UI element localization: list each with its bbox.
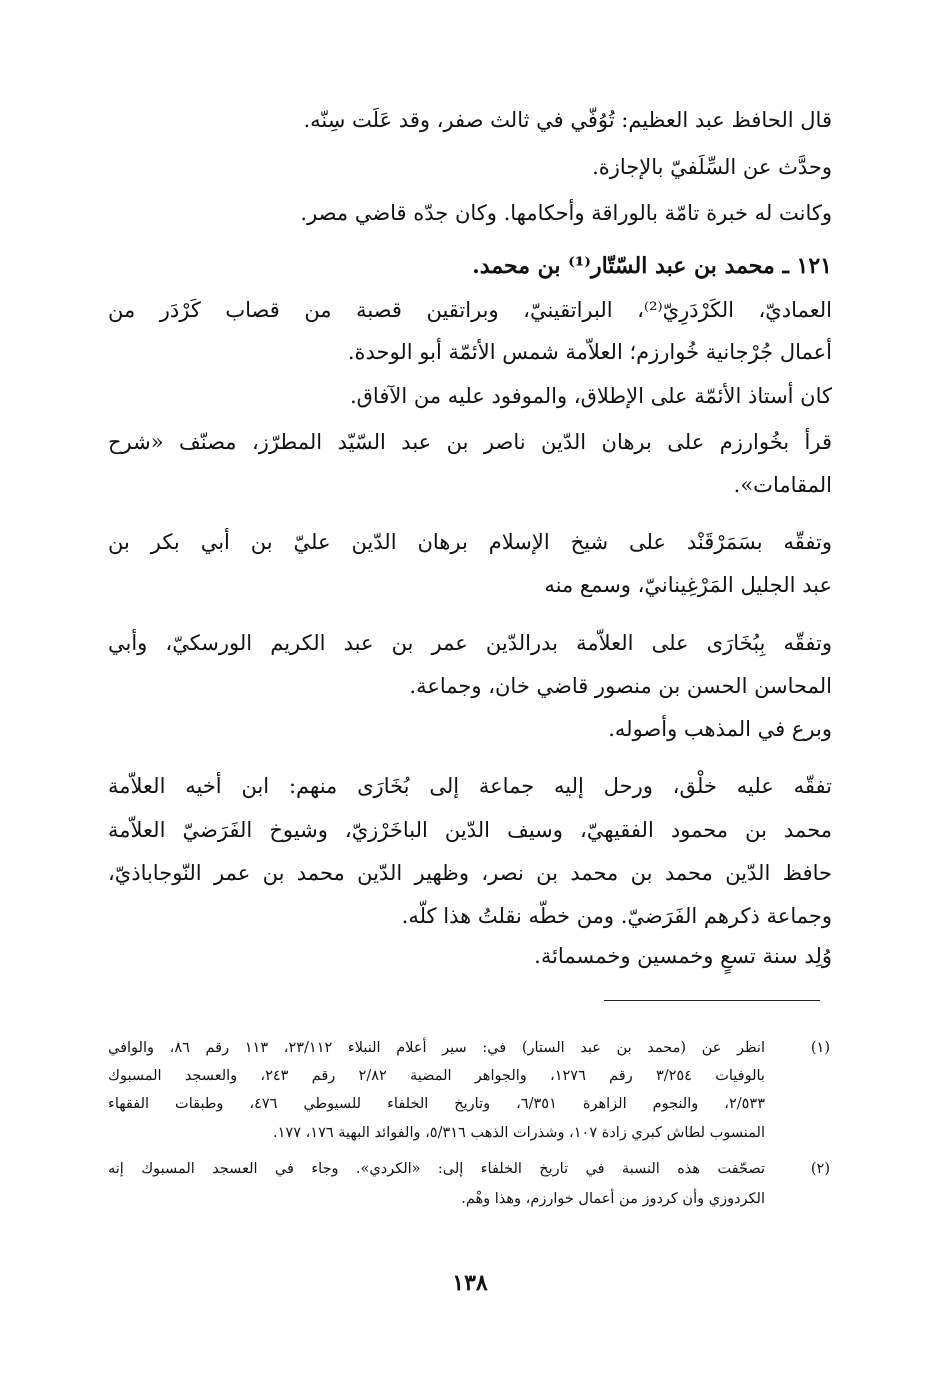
footnote-separator <box>604 1000 820 1001</box>
body-line: عبد الجليل المَرْغِينانيّ، وسمع منه <box>544 573 832 597</box>
body-line: كان أستاذ الأئمّة على الإطلاق، والموفود عليه من الآفاق. <box>349 384 832 408</box>
entry-heading: ١٢١ ـ محمد بن عبد السّتّار⁽¹⁾ بن محمد. <box>472 253 832 279</box>
body-line: تفقّه عليه خلْق، ورحل إليه جماعة إلى بُخَارَى منهم: ابن أخيه العلاّمة <box>108 774 832 798</box>
body-line: محمد بن محمود الفقيهيّ، وسيف الدّين الباخَرْزيّ، وشيوخ الفَرَضيّ العلاّمة <box>108 818 832 842</box>
body-line: وبرع في المذهب وأصوله. <box>608 717 832 741</box>
footnote-line: المنسوب لطاش كبري زادة ١٠٧، وشذرات الذهب ٥/٣١٦، والفوائد البهية ١٧٦، ١٧٧. <box>273 1125 765 1141</box>
body-line: وجماعة ذكرهم الفَرَضيّ. ومن خطّه نقلتُ هذا كلّه. <box>401 904 832 928</box>
body-line: وكانت له خبرة تامّة بالوراقة وأحكامها. وكان جدّه قاضي مصر. <box>300 201 832 225</box>
footnote-line: ٢/٥٣٣، والنجوم الزاهرة ٦/٣٥١، وتاريخ الخلفاء للسيوطي ٤٧٦، وطبقات الفقهاء <box>108 1096 765 1112</box>
body-line: وُلِد سنة تسعٍ وخمسين وخمسمائة. <box>534 944 832 968</box>
footnote-line: بالوفيات ٣/٢٥٤ رقم ١٢٧٦، والجواهر المضية ٢/٨٢ رقم ٢٤٣، والعسجد المسبوك <box>108 1068 765 1084</box>
footnote-line: الكردوزي وأن كردوز من أعمال خوارزم، وهذا وهْم. <box>461 1191 765 1207</box>
body-line: العماديّ، الكَرْدَرِيّ⁽²⁾، البراتقينيّ، وبراتقين قصبة من قصاب كَرْدَر من <box>108 298 832 322</box>
footnote-line: انظر عن (محمد بن عبد الستار) في: سير أعلام النبلاء ٢٣/١١٢، ١١٣ رقم ٨٦، والوافي <box>108 1040 765 1056</box>
body-line: قال الحافظ عبد العظيم: تُوُفّي في ثالث صفر، وقد عَلَت سِنّه. <box>303 108 832 132</box>
body-line: أعمال جُرْجانية خُوارزم؛ العلاّمة شمس الأئمّة أبو الوحدة. <box>347 340 832 364</box>
footnote-line: تصحّفت هذه النسبة في تاريخ الخلفاء إلى: «الكردي». وجاء في العسجد المسبوك إنه <box>108 1161 765 1177</box>
footnote-number: (٢) <box>810 1161 830 1177</box>
body-line: وحدَّث عن السِّلَفيّ بالإجازة. <box>592 155 832 179</box>
body-line: وتفقّه بِبُخَارَى على العلاّمة بدرالدّين عمر بن عبد الكريم الورسكيّ، وأبي <box>108 631 832 655</box>
body-line: المقامات». <box>733 473 832 497</box>
body-line: وتفقّه بسَمَرْقَنْد على شيخ الإسلام برهان الدّين عليّ بن أبي بكر بن <box>108 530 832 554</box>
page-number: ١٣٨ <box>452 1270 488 1296</box>
body-line: المحاسن الحسن بن منصور قاضي خان، وجماعة. <box>409 674 832 698</box>
footnote-number: (١) <box>810 1040 830 1056</box>
body-line: حافظ الدّين محمد بن محمد بن نصر، وظهير الدّين محمد بن عمر النّوجاباذيّ، <box>108 861 832 885</box>
body-line: قرأ بخُوارزم على برهان الدّين ناصر بن عبد السّيّد المطرّز، مصنّف «شرح <box>108 430 832 454</box>
